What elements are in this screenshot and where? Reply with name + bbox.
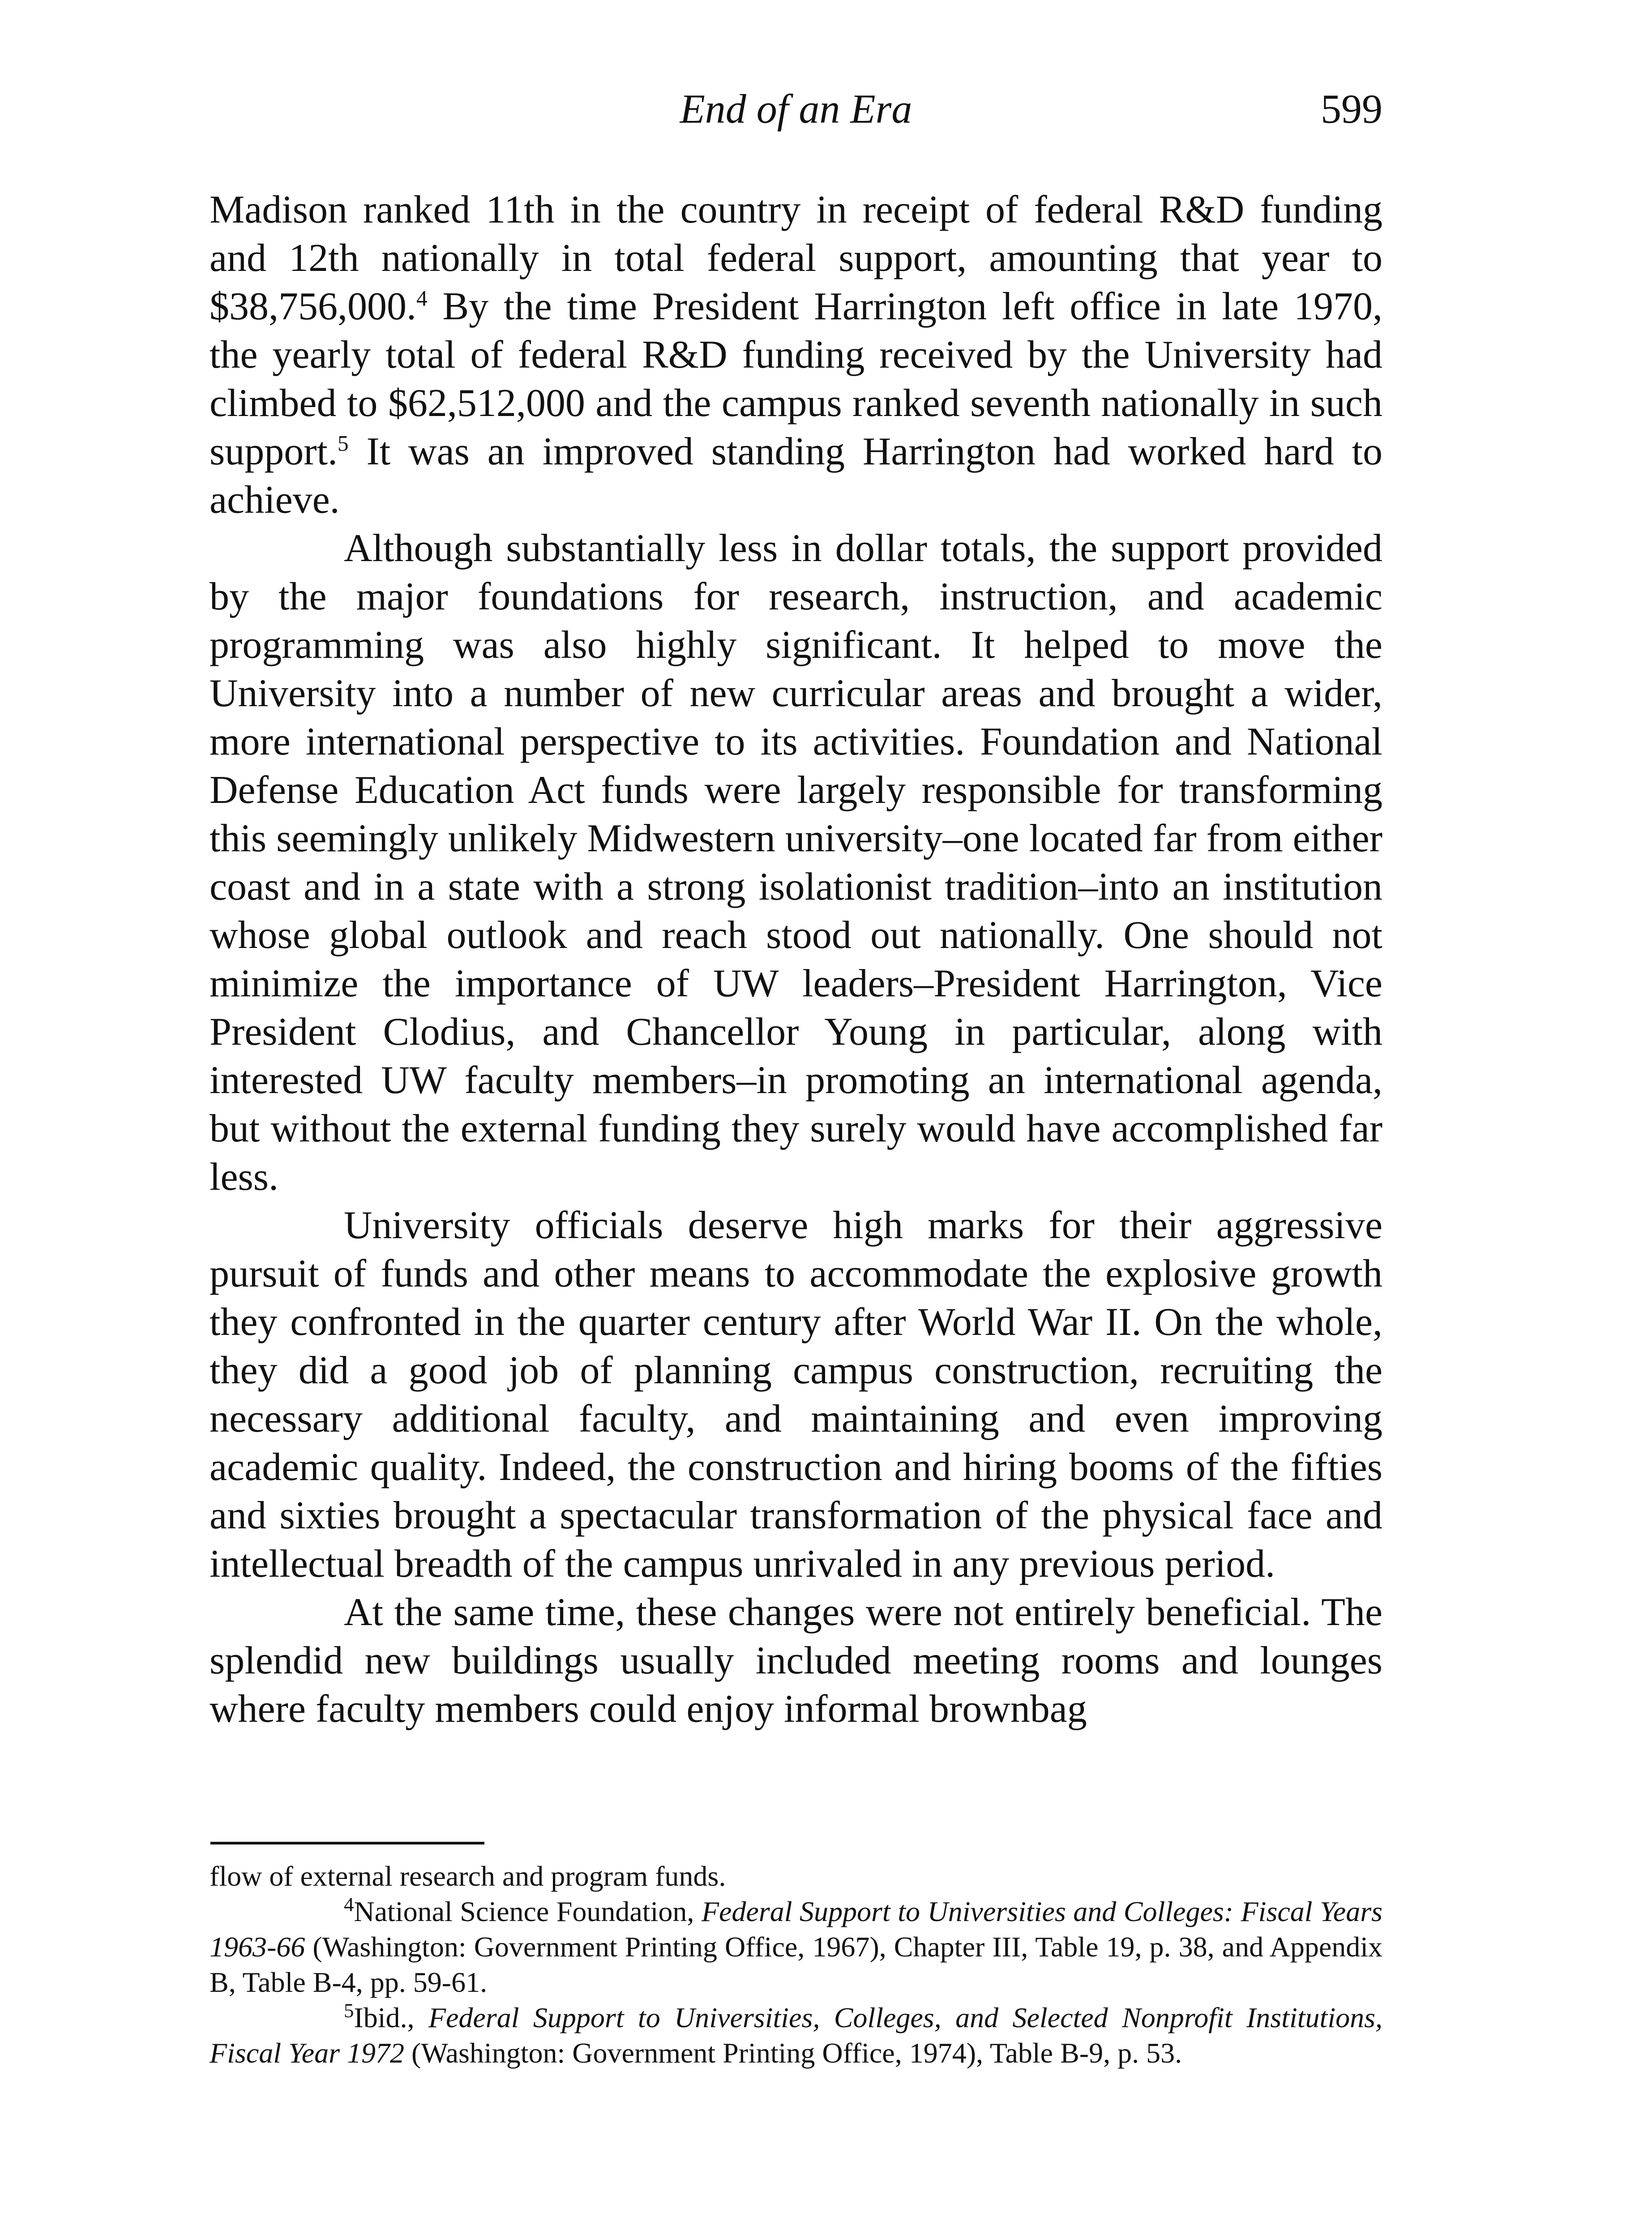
footnote-4-details: (Washington: Government Printing Office, 1967), Chapter III, Table 19, p. 38, and Appendix B, Table B-4, pp. 59-61.	[210, 1931, 1382, 1998]
footnote-5-details: (Washington: Government Printing Office, 1974), Table B-9, p. 53.	[404, 2037, 1182, 2069]
footnotes	[210, 1858, 1382, 2071]
footnote-continuation: flow of external research and program funds.	[210, 1860, 726, 1892]
footnote-divider	[210, 1842, 484, 1844]
footnote-4-marker: 4	[344, 1893, 354, 1916]
running-head	[210, 80, 1382, 138]
running-title: End of an Era	[680, 86, 912, 132]
footnote-4-author: National Science Foundation,	[354, 1896, 702, 1927]
footnote-5-author: Ibid.,	[354, 2002, 428, 2033]
paragraph-3: University officials deserve high marks for their aggressive pursuit of funds and other means to accommodate the explosive growth they confronted in the quarter century after World War II. On the whole, they did a good job of planning campus construction, recruiting the necessary additional faculty, and maintaining and even improving academic quality. Indeed, the construction and hiring booms of the fifties and sixties brought a spectacular transformation of the physical face and intellectual breadth of the campus unrivaled in any previous period.	[210, 1204, 1382, 1586]
footnote-ref-5: 5	[338, 431, 349, 456]
paragraph-1-part-3: It was an improved standing Harrington had worked hard to achieve.	[210, 430, 1382, 522]
footnote-4-title: Federal Support to Universities and Colleges: Fiscal Years 1963-66	[210, 1896, 1383, 1963]
paragraph-4: At the same time, these changes were not entirely beneficial. The splendid new buildings usually included meeting rooms and lounges where faculty members could enjoy informal brownbag	[210, 1591, 1382, 1731]
footnote-ref-4: 4	[416, 286, 428, 311]
footnote-5-title: Federal Support to Universities, Colleges, and Selected Nonprofit Institutions, Fiscal Year 1972	[210, 2002, 1383, 2069]
paragraph-1-part-2: By the time President Harrington left office in late 1970, the yearly total of federal R&D funding received by the University had climbed to $62,512,000 and the campus ranked seventh nationally in such support.	[210, 285, 1382, 473]
footnote-4	[210, 1894, 1382, 2000]
paragraph-1	[210, 186, 1382, 524]
footnote-5	[210, 2000, 1382, 2071]
paragraph-2: Although substantially less in dollar totals, the support provided by the major foundations for research, instruction, and academic programming was also highly significant. It helped to move the University into a number of new curricular areas and brought a wider, more international perspective to its activities. Foundation and National Defense Education Act funds were largely responsible for transforming this seemingly unlikely Midwestern university–one located far from either coast and in a state with a strong isolationist tradition–into an institution whose global outlook and reach stood out nationally. One should not minimize the importance of UW leaders–President Harrington, Vice President Clodius, and Chancellor Young in particular, along with interested UW faculty members–in promoting an international agenda, but without the external funding they surely would have accomplished far less.	[210, 527, 1382, 1199]
footnote-5-marker: 5	[344, 1999, 354, 2022]
body-text	[210, 186, 1382, 1733]
paragraph-1-part-1: Madison ranked 11th in the country in receipt of federal R&D funding and 12th nationally in total federal support, amounting that year to $38,756,000.	[210, 188, 1382, 328]
page-number: 599	[1321, 86, 1382, 132]
